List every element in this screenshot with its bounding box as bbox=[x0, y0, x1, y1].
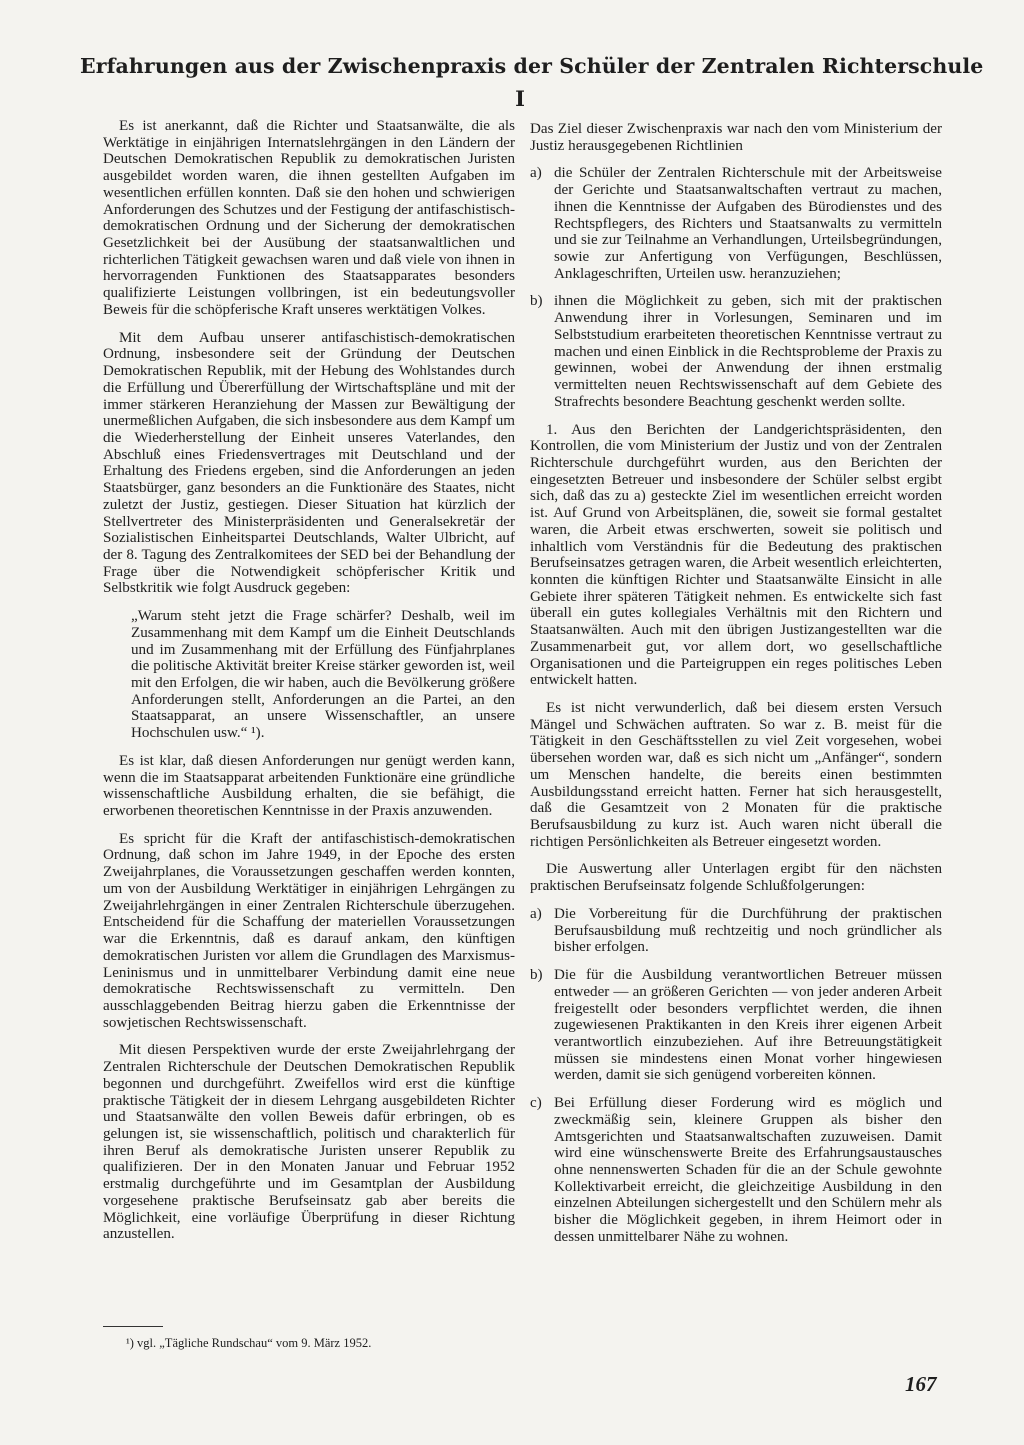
left-paragraph-3: Es ist klar, daß diesen Anforderungen nur genügt werden kann, wenn die im Staatsapparat arbeitenden Funktionäre eine gründliche wissenschaftliche Ausbildung erhalten, die sie befähigt, die erworbenen theoretischen Kenntnisse in der Praxis anzuwenden. bbox=[103, 752, 515, 820]
article-title: Erfahrungen aus der Zwischenpraxis der Schüler der Zentralen Richterschule bbox=[80, 54, 984, 78]
left-paragraph-5: Mit diesen Perspektiven wurde der erste Zweijahrlehrgang der Zentralen Richterschule der Deutschen Demokratischen Republik begonnen und durchgeführt. Zweifellos wird erst die künftige praktische Tätigkeit der in diesem Lehrgang ausgebildeten Richter und Staatsanwälte den vollen Beweis dafür erbringen, ob es gelungen ist, sie wissenschaftlich, politisch und charakterlich für ihren Beruf als demokratische Juristen unserer Republik zu qualifizieren. Der in den Monaten Januar und Februar 1952 erstmalig durchgeführte und im Gesamtplan der Ausbildung vorgesehene praktische Berufseinsatz gab aber bereits die Möglichkeit, eine vorläufige Überprüfung in dieser Richtung anzustellen. bbox=[103, 1042, 515, 1243]
conclusion-label: c) bbox=[530, 1095, 542, 1112]
conclusion-text: Bei Erfüllung dieser Forderung wird es möglich und zweckmäßig sein, kleinere Gruppen als bisher den Amtsgerichten und Staatsanwaltschaften zuzuweisen. Damit wird eine wünschenswerte Breite des Erfahrungsaustausches ohne nennenswerten Schaden für die an der Schule gewohnte Kollektivarbeit erreicht, die gleichzeitige Ausbildung in den einzelnen Abteilungen sichergestellt und den Schülern mehr als bisher die Möglichkeit gegeben, in ihrem Heimort oder in dessen unmittelbarer Nähe zu wohnen. bbox=[554, 1095, 942, 1245]
article-part-number: I bbox=[515, 86, 525, 111]
goal-item-b bbox=[530, 293, 942, 410]
goal-item-a bbox=[530, 165, 942, 282]
conclusion-text: Die Vorbereitung für die Durchführung der praktischen Berufsausbildung muß rechtzeitig und noch gründlicher als bisher erfolgen. bbox=[554, 905, 942, 956]
right-column bbox=[530, 121, 942, 1257]
left-paragraph-1: Es ist anerkannt, daß die Richter und Staatsanwälte, die als Werktätige in einjährigen Internatslehrgängen in den Ländern der Deutschen Demokratischen Republik zu demokratischen Juristen ausgebildet worden waren, die ihnen gestellten Aufgaben im wesentlichen erfüllen konnten. Daß sie den hohen und schwierigen Anforderungen des Schutzes und der Festigung der antifaschistisch-demokratischen Ordnung und der Sicherung der demokratischen Gesetzlichkeit bei der Ausübung der staatsanwaltlichen und richterlichen Tätigkeit gewachsen waren und daß viele von ihnen in hervorragenden Funktionen des Staatsapparates besonders qualifizierte Leistungen vollbringen, ist ein bedeutungsvoller Beweis für die schöpferische Kraft unseres werktätigen Volkes. bbox=[103, 118, 515, 318]
footnote: ¹) vgl. „Tägliche Rundschau“ vom 9. März 1952. bbox=[126, 1336, 372, 1350]
conclusion-text: Die für die Ausbildung verantwortlichen Betreuer müssen entweder — an größeren Gerichten — von jeder anderen Arbeit freigestellt oder besonders verpflichtet werden, die ihnen zugewiesenen Praktikanten in den Kreis ihrer eigenen Arbeit verantwortlich einzubeziehen. Auf ihre Betreuungstätigkeit müssen sie mindestens einen Monat vorher hingewiesen werden, damit sie sich genügend vorbereiten können. bbox=[554, 967, 942, 1084]
conclusion-label: b) bbox=[530, 967, 543, 984]
ulbricht-quote: „Warum steht jetzt die Frage schärfer? Deshalb, weil im Zusammenhang mit dem Kampf um die Einheit Deutschlands und im Zusammenhang mit der Erfüllung des Fünfjahrplanes die politische Aktivität breiter Kreise stärker geworden ist, weil mit den Erfolgen, die wir haben, auch die Bevölkerung größere Anforderungen stellt, Anforderungen an die Partei, an den Staatsapparat, an unsere Wissenschaftler, an unsere Hochschulen usw.“ ¹). bbox=[131, 608, 515, 742]
conclusion-item-b bbox=[530, 967, 942, 1084]
footnote-divider bbox=[103, 1326, 163, 1327]
goal-text: die Schüler der Zentralen Richterschule mit der Arbeitsweise der Gerichte und Staatsanwaltschaften vertraut zu machen, ihnen die Kenntnisse der Aufgaben des Bürodienstes und des Rechtspflegers, des Richters und Staatsanwalts zu vermitteln und sie zur Teilnahme an Verhandlungen, Urteilsbegründungen, sowie zur Anfertigung von Verfügungen, Beschlüssen, Anklageschriften, Urteilen usw. heranzuziehen; bbox=[554, 165, 942, 282]
left-paragraph-2: Mit dem Aufbau unserer antifaschistisch-demokratischen Ordnung, insbesondere seit der Gründung der Deutschen Demokratischen Republik, mit der Hebung des Wohlstandes durch die Erfüllung und Übererfüllung der Wirtschaftspläne und mit der immer stärkeren Heranziehung der Massen zur Bewältigung der unermeßlichen Aufgaben, die sich insbesondere aus dem Kampf um die Wiederherstellung der Einheit unseres Vaterlandes, den Abschluß eines Friedensvertrages mit Deutschland und der Erhaltung des Friedens ergeben, sind die Anforderungen an jeden Staatsbürger, ganz besonders an die Funktionäre des Staates, nicht zuletzt der Justiz, gestiegen. Dieser Situation hat kürzlich der Stellvertreter des Ministerpräsidenten und Generalsekretär der Sozialistischen Einheitspartei Deutschlands, Walter Ulbricht, auf der 8. Tagung des Zentralkomitees der SED bei der Behandlung der Frage über die Notwendigkeit schöpferischer Kritik und Selbstkritik wie folgt Ausdruck gegeben: bbox=[103, 329, 515, 597]
left-column bbox=[103, 118, 515, 1254]
right-paragraph-2: Es ist nicht verwunderlich, daß bei diesem ersten Versuch Mängel und Schwächen auftraten. So war z. B. meist für die Tätigkeit in den Geschäftsstellen zu viel Zeit vorgesehen, wobei übersehen worden war, daß es sich nicht um „Anfänger“, sondern um Menschen handelte, die bereits einen bestimmten Ausbildungsstand erreicht hatten. Ferner hat sich herausgestellt, daß die Gesamtzeit von 2 Monaten für die praktische Berufsausbildung zu kurz ist. Auch waren nicht überall die richtigen Persönlichkeiten als Betreuer eingesetzt worden. bbox=[530, 700, 942, 850]
goal-label: b) bbox=[530, 293, 543, 310]
conclusion-item-c bbox=[530, 1095, 942, 1245]
right-paragraph-1: 1. Aus den Berichten der Landgerichtspräsidenten, den Kontrollen, die vom Ministerium der Justiz und von der Zentralen Richterschule durchgeführt wurden, aus den Berichten der eingesetzten Betreuer und insbesondere der Schüler selbst ergibt sich, daß das zu a) gesteckte Ziel im wesentlichen erreicht worden ist. Auf Grund von Arbeitsplänen, die, soweit sie formal gestaltet waren, die Arbeit etwas erschwerten, soweit sie politisch und inhaltlich vom Verständnis für die Bedeutung des praktischen Berufseinsatzes getragen waren, die Arbeit wesentlich erleichterten, konnten die künftigen Richter und Staatsanwälte Einsicht in alle Gebiete ihrer späteren Tätigkeit nehmen. Es entwickelte sich fast überall ein gutes kollegiales Verhältnis mit den Richtern und Staatsanwälten. Auch mit den übrigen Justizangestellten war die Zusammenarbeit gut, vor allem dort, wo gesellschaftliche Organisationen und die Parteigruppen ein reges politisches Leben entwickelt hatten. bbox=[530, 421, 942, 689]
right-intro: Das Ziel dieser Zwischenpraxis war nach den vom Ministerium der Justiz herausgegebenen Richtlinien bbox=[530, 121, 942, 154]
right-paragraph-3: Die Auswertung aller Unterlagen ergibt für den nächsten praktischen Berufseinsatz folgende Schlußfolgerungen: bbox=[530, 861, 942, 895]
conclusion-item-a bbox=[530, 906, 942, 956]
page-number: 167 bbox=[905, 1372, 937, 1396]
goal-label: a) bbox=[530, 165, 542, 182]
left-paragraph-4: Es spricht für die Kraft der antifaschistisch-demokratischen Ordnung, daß schon im Jahre 1949, in der Epoche des ersten Zweijahrplanes, die Voraussetzungen geschaffen werden konnten, um von der Ausbildung Werktätiger in einjährigen Lehrgängen zu Zweijahrlehrgängen in einer Zentralen Richterschule überzugehen. Entscheidend für die Schaffung der materiellen Voraussetzungen war die Erkenntnis, daß es darauf ankam, den künftigen demokratischen Juristen vor allem die Grundlagen des Marxismus-Leninismus und in unmittelbarer Verbindung damit eine neue demokratische Rechtswissenschaft zu vermitteln. Den ausschlaggebenden Beitrag hierzu gaben die Erkenntnisse der sowjetischen Rechtswissenschaft. bbox=[103, 830, 515, 1031]
goal-text: ihnen die Möglichkeit zu geben, sich mit der praktischen Anwendung ihrer in Vorlesungen, Seminaren und im Selbststudium erarbeiteten theoretischen Kenntnisse vertraut zu machen und einen Einblick in die Rechtsprobleme der Praxis zu gewinnen, wobei der Anwendung der ihnen erstmalig vermittelten neuen Rechtswissenschaft auf dem Gebiete des Strafrechts besondere Beachtung geschenkt werden sollte. bbox=[554, 293, 942, 410]
conclusion-label: a) bbox=[530, 905, 542, 922]
